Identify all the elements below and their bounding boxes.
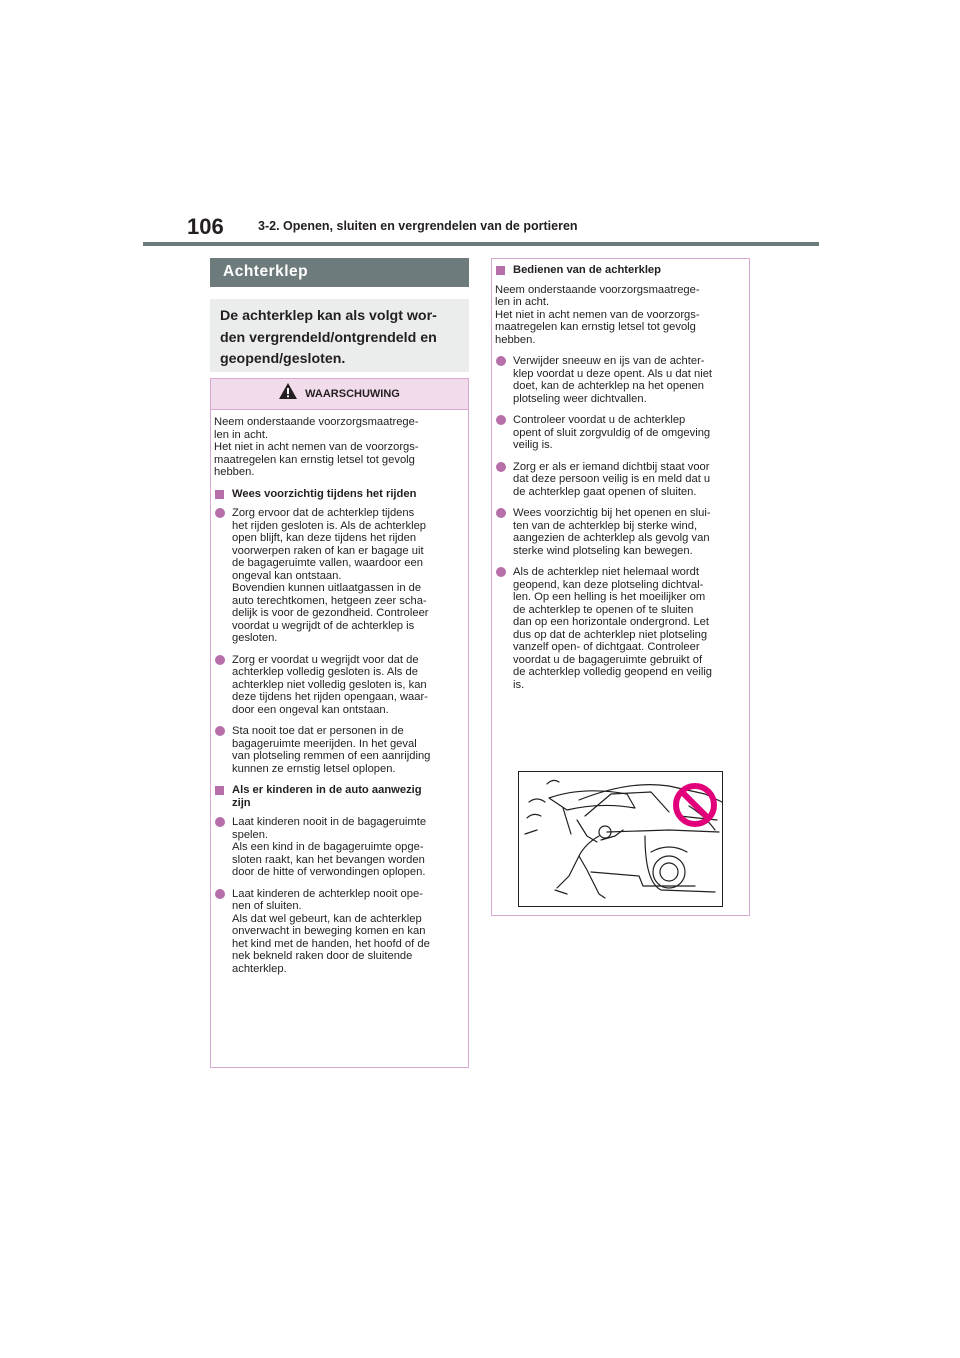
- intro-line: De achterklep kan als volgt wor-: [220, 308, 437, 324]
- warning-label: WAARSCHUWING: [305, 388, 400, 400]
- bullet-line: Verwijder sneeuw en ijs van de achter-: [513, 355, 705, 367]
- subheading: [214, 488, 462, 501]
- paragraph: [495, 284, 743, 347]
- paragraph-line: hebben.: [495, 333, 536, 346]
- warning-box: [210, 378, 469, 1068]
- bullet-item: [214, 725, 462, 775]
- bullet-line: Zorg er als er iemand dichtbij staat voor: [513, 460, 710, 473]
- bullet-line: door de hitte of verwondingen oplopen.: [232, 866, 426, 878]
- intro-line: den vergrendeld/ontgrendeld en: [220, 329, 437, 346]
- bullet-line: achterklep volledig gesloten is. Als de: [232, 666, 418, 678]
- warning-triangle-icon: [279, 383, 297, 399]
- circle-bullet-icon: [496, 462, 506, 472]
- bullet-line: open blijft, kan deze tijdens het rijden: [232, 532, 417, 544]
- bullet-line: sterke wind plotseling kan bewegen.: [513, 544, 693, 557]
- paragraph-line: len in acht.: [214, 428, 269, 441]
- subheading: [214, 784, 462, 809]
- bullet-line: dat deze persoon veilig is en meld dat u: [513, 473, 711, 485]
- bullet-line: Als een kind in de bagageruimte opge-: [232, 841, 424, 853]
- bullet-line: Wees voorzichtig bij het openen en slui-: [513, 507, 711, 519]
- paragraph: [214, 416, 462, 479]
- warning-body: [211, 410, 468, 975]
- paragraph-line: hebben.: [214, 466, 255, 478]
- bullet-line: doet, kan de achterklep na het openen: [513, 380, 704, 392]
- bullet-line: klep voordat u deze opent. Als u dat niet: [513, 367, 713, 380]
- paragraph-line: maatregelen kan ernstig letsel tot gevolg: [214, 453, 415, 466]
- paragraph-line: Neem onderstaande voorzorgsmaatrege-: [214, 416, 419, 428]
- bullet-line: Zorg er voordat u wegrijdt voor dat de: [232, 653, 419, 666]
- bullet-line: ongeval kan ontstaan.: [232, 569, 342, 582]
- square-bullet-icon: [496, 266, 505, 275]
- bullet-line: len. Op een helling is het moeilijker om: [513, 591, 706, 603]
- bullet-line: Controleer voordat u de achterklep: [513, 414, 686, 426]
- bullet-line: Zorg ervoor dat de achterklep tijdens: [232, 507, 415, 519]
- bullet-line: ten van de achterklep bij sterke wind,: [513, 519, 698, 532]
- paragraph-line: Het niet in acht nemen van de voorzorgs-: [495, 308, 700, 321]
- subheading-line: zijn: [232, 796, 251, 809]
- bullet-item: [214, 888, 462, 976]
- circle-bullet-icon: [215, 508, 225, 518]
- prohibition-sign-icon: [672, 782, 718, 828]
- header-rule: [143, 242, 819, 246]
- bullet-line: Als de achterklep niet helemaal wordt: [513, 566, 699, 578]
- bullet-line: auto terechtkomen, hetgeen zeer scha-: [232, 594, 427, 607]
- bullet-line: Als dat wel gebeurt, kan de achterklep: [232, 912, 422, 925]
- bullet-line: voordat u de bagageruimte gebruikt of: [513, 653, 703, 666]
- square-bullet-icon: [215, 786, 224, 795]
- bullet-line: Sta nooit toe dat er personen in de: [232, 725, 404, 737]
- bullet-line: delijk is voor de gezondheid. Controleer: [232, 607, 429, 619]
- bullet-line: dus op dat de achterklep niet plotseling: [513, 628, 708, 641]
- bullet-item: [495, 566, 743, 691]
- bullet-line: het kind met de handen, het hoofd of de: [232, 937, 430, 950]
- bullet-line: nek bekneld raken door de sluitende: [232, 950, 413, 962]
- bullet-line: plotseling weer dichtvallen.: [513, 392, 647, 405]
- tailgate-illustration: [518, 771, 723, 907]
- subheading-line: Bedienen van de achterklep: [513, 264, 661, 276]
- subheading-line: Als er kinderen in de auto aanwezig: [232, 784, 422, 796]
- circle-bullet-icon: [496, 356, 506, 366]
- bullet-item: [495, 355, 743, 405]
- paragraph-line: len in acht.: [495, 296, 550, 308]
- circle-bullet-icon: [496, 567, 506, 577]
- subheading-line: Wees voorzichtig tijdens het rijden: [232, 487, 417, 500]
- bullet-line: van plotseling remmen of een aanrijding: [232, 750, 431, 762]
- bullet-line: deze tijdens het rijden opengaan, waar-: [232, 691, 428, 703]
- bullet-line: Bovendien kunnen uitlaatgassen in de: [232, 582, 422, 594]
- warning-header: [211, 379, 468, 410]
- circle-bullet-icon: [215, 889, 225, 899]
- bullet-line: de achterklep te openen of te sluiten: [513, 603, 694, 616]
- bullet-line: de achterklep gaat openen of sluiten.: [513, 485, 697, 498]
- bullet-line: de achterklep volledig geopend en veilig: [513, 666, 713, 678]
- circle-bullet-icon: [215, 726, 225, 736]
- bullet-line: onverwacht in beweging komen en kan: [232, 925, 426, 937]
- bullet-line: is.: [513, 678, 525, 691]
- circle-bullet-icon: [496, 508, 506, 518]
- bullet-line: het rijden gesloten is. Als de achterklep: [232, 519, 427, 532]
- circle-bullet-icon: [215, 817, 225, 827]
- bullet-line: de bagageruimte vallen, waardoor een: [232, 557, 423, 569]
- bullet-line: dan op een horizontale ondergrond. Let: [513, 616, 709, 628]
- bullet-line: gesloten.: [232, 632, 278, 644]
- bullet-line: geopend, kan deze plotseling dichtval-: [513, 578, 704, 591]
- bullet-line: kunnen ze ernstig letsel oplopen.: [232, 762, 396, 775]
- section-title: Achterklep: [210, 258, 469, 287]
- bullet-item: [495, 507, 743, 557]
- bullet-item: [214, 507, 462, 645]
- bullet-line: aangezien de achterklep als gevolg van: [513, 532, 710, 544]
- bullet-line: achterklep niet volledig gesloten is, kan: [232, 678, 427, 691]
- bullet-line: Laat kinderen de achterklep nooit ope-: [232, 887, 423, 900]
- chapter-title: 3-2. Openen, sluiten en vergrendelen van de portieren: [258, 219, 578, 233]
- paragraph-line: Neem onderstaande voorzorgsmaatrege-: [495, 283, 700, 296]
- bullet-line: sloten raakt, kan het bevangen worden: [232, 853, 425, 866]
- square-bullet-icon: [215, 490, 224, 499]
- bullet-item: [214, 654, 462, 717]
- paragraph-line: Het niet in acht nemen van de voorzorgs-: [214, 441, 419, 453]
- bullet-item: [495, 414, 743, 452]
- bullet-line: voordat u wegrijdt of de achterklep is: [232, 619, 415, 632]
- bullet-item: [214, 816, 462, 879]
- bullet-line: nen of sluiten.: [232, 900, 302, 912]
- bullet-line: voorwerpen raken of kan er bagage uit: [232, 544, 424, 557]
- bullet-line: vanzelf open- of dichtgaat. Controleer: [513, 641, 700, 653]
- circle-bullet-icon: [496, 415, 506, 425]
- section-intro: [210, 299, 469, 372]
- circle-bullet-icon: [215, 655, 225, 665]
- page-number: 106: [187, 214, 224, 239]
- bullet-line: opent of sluit zorgvuldig of de omgeving: [513, 426, 711, 439]
- bullet-line: door een ongeval kan ontstaan.: [232, 703, 389, 716]
- bullet-item: [495, 461, 743, 499]
- bullet-line: Laat kinderen nooit in de bagageruimte: [232, 816, 427, 828]
- bullet-line: veilig is.: [513, 439, 553, 451]
- bullet-line: spelen.: [232, 828, 269, 841]
- bullet-line: achterklep.: [232, 962, 287, 975]
- intro-line: geopend/gesloten.: [220, 351, 346, 367]
- paragraph-line: maatregelen kan ernstig letsel tot gevolg: [495, 321, 696, 333]
- subheading: [495, 264, 743, 277]
- bullet-line: bagageruimte meerijden. In het geval: [232, 737, 417, 750]
